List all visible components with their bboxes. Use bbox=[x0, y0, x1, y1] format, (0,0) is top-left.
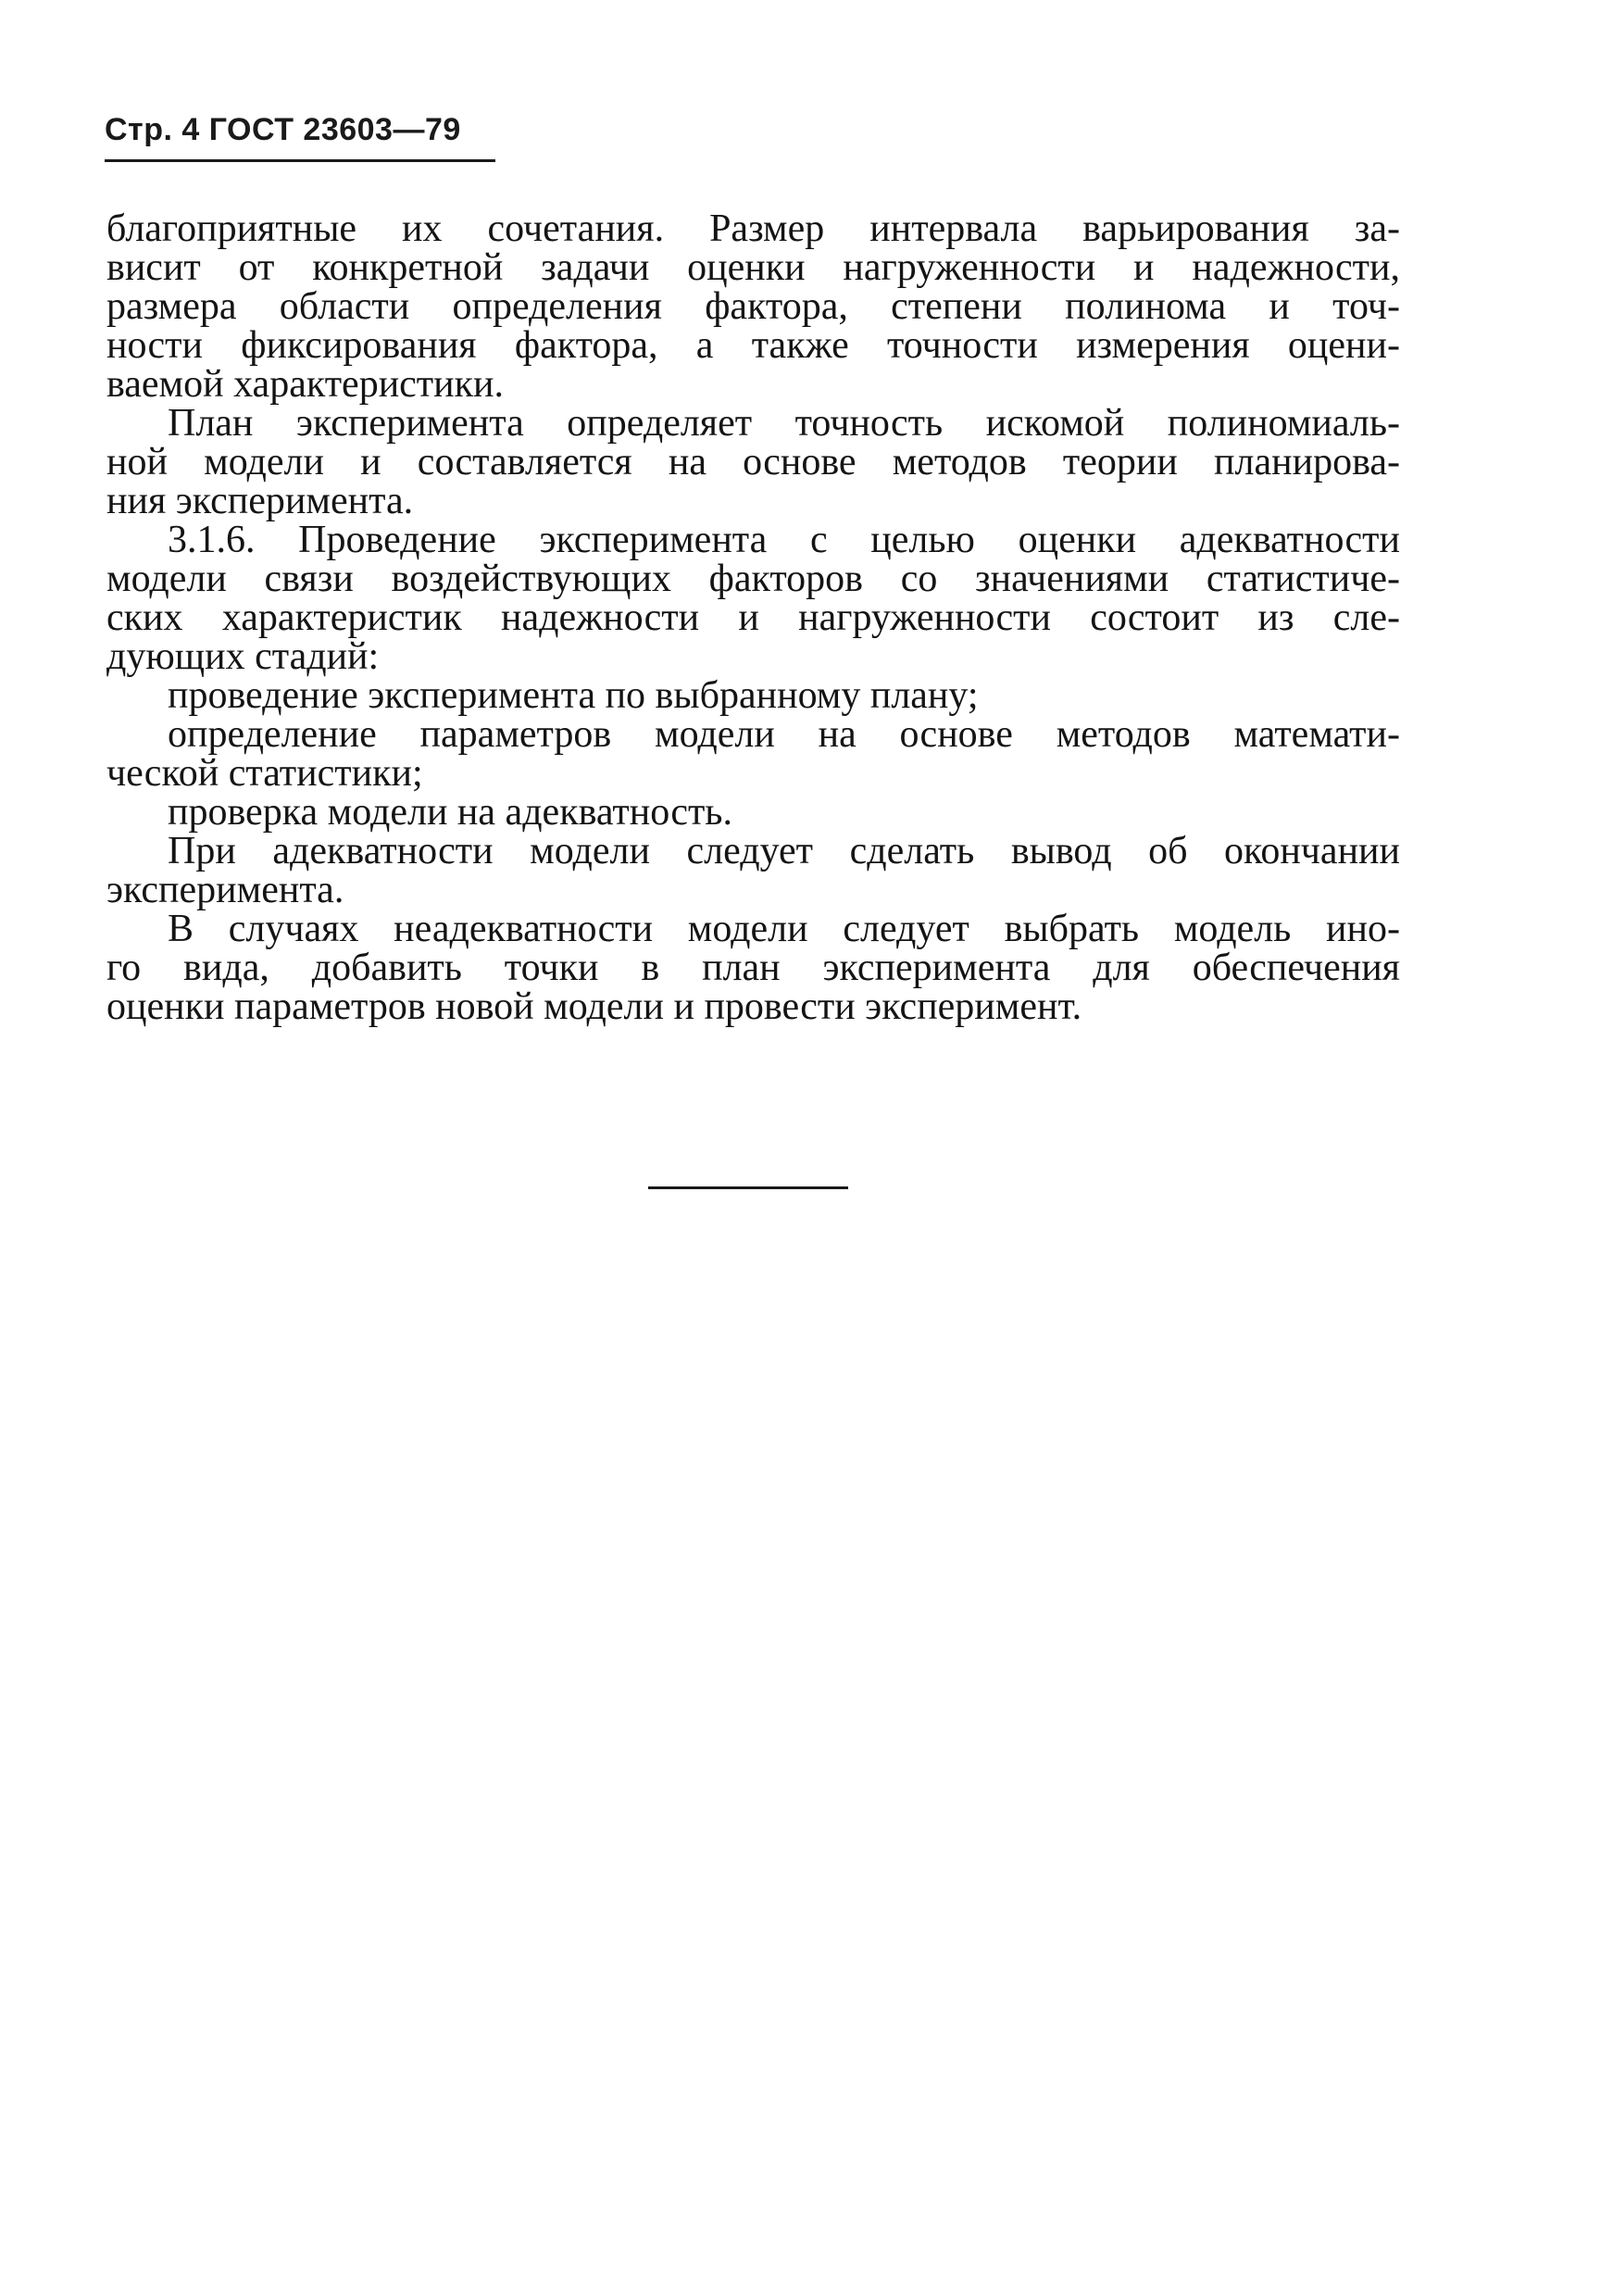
paragraph bbox=[106, 676, 1400, 715]
text-line: оценки параметров новой модели и провести эксперимент. bbox=[106, 985, 1082, 1028]
paragraph bbox=[106, 715, 1400, 793]
text-line: ной модели и составляется на основе методов теории планирова- bbox=[106, 441, 1400, 483]
text-line: модели связи воздействующих факторов со значениями статистиче- bbox=[106, 558, 1400, 600]
text-line: проверка модели на адекватность. bbox=[168, 791, 732, 834]
text-line: го вида, добавить точки в план эксперимента для обеспечения bbox=[106, 947, 1400, 989]
running-header: Стр. 4 ГОСТ 23603—79 bbox=[105, 112, 461, 147]
text-line: В случаях неадекватности модели следует выбрать модель ино- bbox=[168, 908, 1400, 950]
text-line: размера области определения фактора, степени полинома и точ- bbox=[106, 285, 1400, 328]
paragraph bbox=[106, 793, 1400, 832]
paragraph bbox=[106, 521, 1400, 676]
header-rule bbox=[105, 159, 495, 162]
text-line: План эксперимента определяет точность искомой полиномиаль- bbox=[168, 402, 1400, 445]
text-line: ческой статистики; bbox=[106, 752, 423, 795]
text-line: определение параметров модели на основе методов математи- bbox=[168, 713, 1400, 756]
paragraph bbox=[106, 910, 1400, 1026]
text-line: ния эксперимента. bbox=[106, 480, 414, 522]
text-line: ности фиксирования фактора, а также точности измерения оцени- bbox=[106, 324, 1400, 367]
text-line: благоприятные их сочетания. Размер интервала варьирования за- bbox=[106, 207, 1400, 250]
text-line: 3.1.6. Проведение эксперимента с целью оценки адекватности bbox=[168, 519, 1400, 561]
body-text bbox=[106, 209, 1400, 1026]
paragraph bbox=[106, 209, 1400, 404]
text-line: проведение эксперимента по выбранному плану; bbox=[168, 674, 979, 717]
text-line: эксперимента. bbox=[106, 869, 344, 911]
text-line: ских характеристик надежности и нагруженности состоит из сле- bbox=[106, 596, 1400, 639]
paragraph bbox=[106, 404, 1400, 521]
text-line: дующих стадий: bbox=[106, 635, 380, 678]
paragraph bbox=[106, 832, 1400, 910]
text-line: ваемой характеристики. bbox=[106, 363, 505, 406]
end-of-section-rule bbox=[648, 1186, 848, 1189]
text-line: висит от конкретной задачи оценки нагруженности и надежности, bbox=[106, 246, 1400, 289]
text-line: При адекватности модели следует сделать вывод об окончании bbox=[168, 830, 1400, 872]
